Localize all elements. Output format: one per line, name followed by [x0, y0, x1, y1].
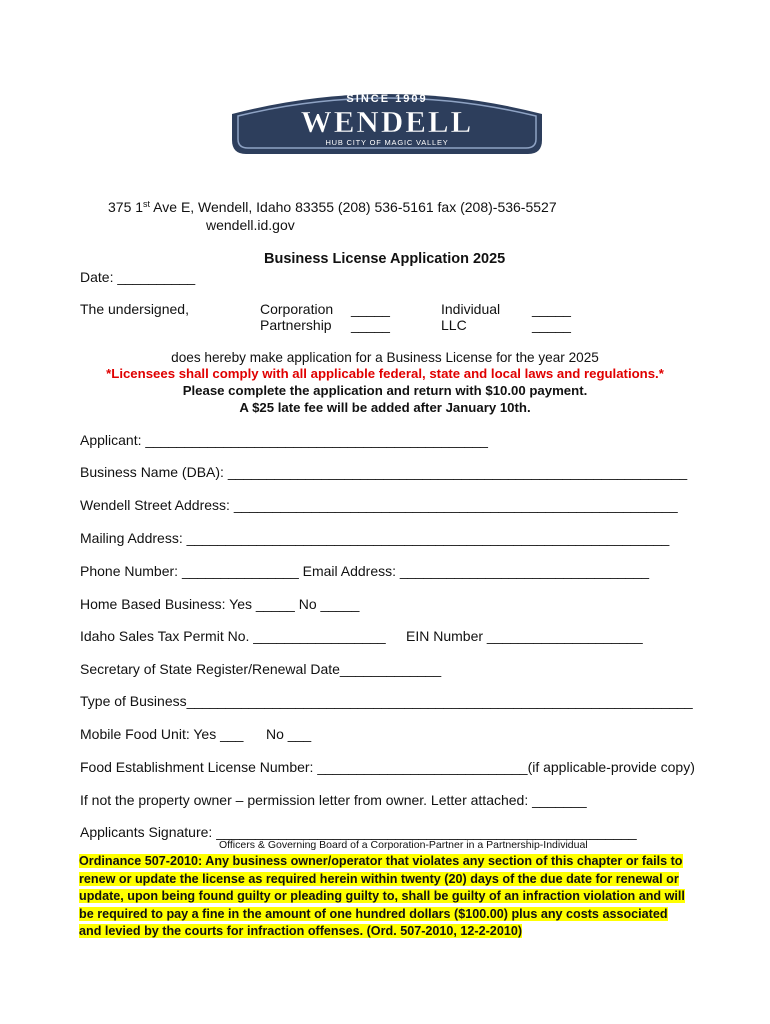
partnership-label: Partnership: [260, 317, 332, 333]
food-license-field[interactable]: Food Establishment License Number: ___________________________(if applicable-provide copy): [80, 759, 695, 775]
phone-email-field[interactable]: Phone Number: _______________ Email Address: ________________________________: [80, 563, 650, 579]
mobile-food-yes-field[interactable]: Mobile Food Unit: Yes ___: [80, 726, 244, 742]
signature-note: Officers & Governing Board of a Corporation-Partner in a Partnership-Individual: [219, 839, 588, 851]
llc-label: LLC: [441, 317, 467, 333]
wendell-logo: [226, 84, 548, 156]
logo-tagline-text: HUB CITY OF MAGIC VALLEY: [325, 138, 449, 147]
undersigned-label: The undersigned,: [80, 301, 189, 317]
sos-register-field[interactable]: Secretary of State Register/Renewal Date_____________: [80, 661, 442, 677]
sales-tax-field[interactable]: Idaho Sales Tax Permit No. _________________: [80, 628, 386, 644]
logo-name-text: WENDELL: [300, 104, 474, 139]
individual-label: Individual: [441, 301, 501, 317]
home-based-field[interactable]: Home Based Business: Yes _____ No _____: [80, 596, 360, 612]
payment-instruction: Please complete the application and return with $10.00 payment.: [182, 383, 588, 398]
street-address-field[interactable]: Wendell Street Address: _________________________________________________________: [80, 497, 678, 513]
corporation-label: Corporation: [260, 301, 334, 317]
website: wendell.id.gov: [206, 217, 295, 233]
individual-blank[interactable]: _____: [532, 301, 571, 317]
date-field[interactable]: Date: __________: [80, 269, 196, 285]
address-line-1: 375 1st Ave E, Wendell, Idaho 83355 (208) 536-5161 fax (208)-536-5527: [108, 199, 557, 215]
intro-statement: does hereby make application for a Business License for the year 2025: [171, 350, 599, 365]
business-name-field[interactable]: Business Name (DBA): ___________________________________________________________: [80, 464, 688, 480]
ordinance-text: Ordinance 507-2010: Any business owner/operator that violates any section of this chapter or fails to renew or update the license as required herein within twenty (20) days of the due date for renewal or update, upon being found guilty or pleading guilty to, shall be guilty of an infraction violation and will be required to pay a fine in the amount of one hundred dollars ($100.00) plus any costs associated and levied by the courts for infraction offenses. (Ord. 507-2010, 12-2-2010): [79, 854, 685, 939]
property-owner-field[interactable]: If not the property owner – permission letter from owner. Letter attached: _______: [80, 792, 587, 808]
signature-field[interactable]: Applicants Signature: ______________________________________________________: [80, 824, 637, 840]
ein-field[interactable]: EIN Number ____________________: [406, 628, 643, 644]
page-title: Business License Application 2025: [264, 251, 506, 267]
compliance-notice: *Licensees shall comply with all applicable federal, state and local laws and regulations.*: [106, 366, 664, 381]
type-of-business-field[interactable]: Type of Business_________________________________________________________________: [80, 693, 693, 709]
corporation-blank[interactable]: _____: [351, 301, 390, 317]
logo-since-text: SINCE 1909: [346, 93, 428, 105]
ordinance-notice: [79, 853, 691, 941]
late-fee-notice: A $25 late fee will be added after January 10th.: [239, 400, 531, 415]
mobile-food-no-field[interactable]: No ___: [266, 726, 312, 742]
llc-blank[interactable]: _____: [532, 317, 571, 333]
partnership-blank[interactable]: _____: [351, 317, 390, 333]
mailing-address-field[interactable]: Mailing Address: ______________________________________________________________: [80, 530, 670, 546]
applicant-field[interactable]: Applicant: ____________________________________________: [80, 432, 488, 448]
